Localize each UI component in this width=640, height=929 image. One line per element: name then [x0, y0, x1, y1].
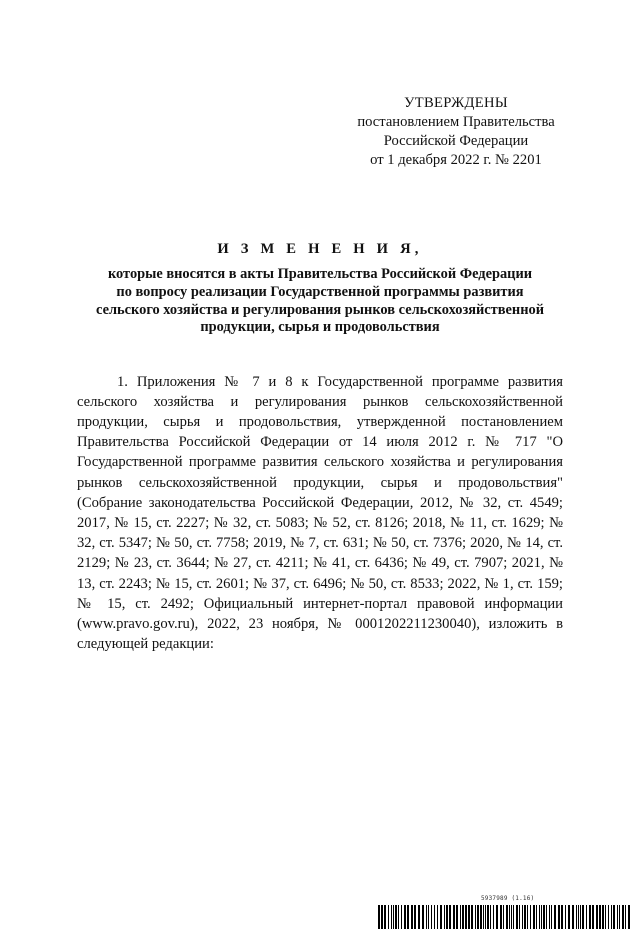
- barcode-bar: [395, 905, 397, 929]
- paragraph-1: 1. Приложения № 7 и 8 к Государственной программе развития сельского хозяйства и регулирования рынков сельскохозяйственной продукции, сырья и продовольствия, утвержденной постановлением Правительства Российской Федерации от 14 июля 2012 г. № 717 "О Государственной программе развития сельского хозяйства и регулирования рынков сельскохозяйственной продукции, сырья и продовольствия" (Собрание законодательства Российской Федерации, 2012, № 32, ст. 4549; 2017, № 15, ст. 2227; № 32, ст. 5083; № 52, ст. 8126; 2018, № 11, ст. 1629; № 32, ст. 5347; № 50, ст. 7758; 2019, № 7, ст. 631; № 50, ст. 7376; 2020, № 14, ст. 2129; № 23, ст. 3644; № 27, ст. 4211; № 41, ст. 6436; № 49, ст. 7907; 2021, № 13, ст. 2243; № 15, ст. 2601; № 37, ст. 6496; № 50, ст. 8533; 2022, № 1, ст. 159; № 15, ст. 2492; Официальный интернет-портал правовой информации (www.pravo.gov.ru), 2022, 23 ноября, № 0001202211230040), изложить в следующей редакции:: [77, 373, 563, 653]
- barcode-bar: [500, 905, 502, 929]
- barcode-bar: [422, 905, 424, 929]
- barcode: [377, 905, 630, 929]
- barcode-bar: [536, 905, 537, 929]
- barcode-bar: [527, 905, 528, 929]
- barcode-bar: [407, 905, 409, 929]
- barcode-bar: [565, 905, 566, 929]
- barcode-bar: [456, 905, 458, 929]
- barcode-bar: [434, 905, 435, 929]
- approval-line-country: Российской Федерации: [383, 133, 529, 149]
- barcode-bar: [628, 905, 630, 929]
- barcode-bar: [460, 905, 461, 929]
- approval-line-date-number: от 1 декабря 2022 г. № 2201: [370, 152, 542, 168]
- barcode-bar: [516, 905, 518, 929]
- barcode-bar: [449, 905, 451, 929]
- document-title: И З М Е Н Е Н И Я,: [217, 241, 423, 257]
- barcode-bar: [437, 905, 438, 929]
- barcode-bar: [393, 905, 394, 929]
- approval-stamp: [336, 94, 576, 170]
- barcode-bar: [530, 905, 531, 929]
- barcode-bar: [493, 905, 494, 929]
- barcode-bar: [490, 905, 491, 929]
- subtitle-line-1: которые вносятся в акты Правительства Российской Федерации: [107, 266, 533, 282]
- barcode-bar: [568, 905, 570, 929]
- barcode-bar: [519, 905, 520, 929]
- barcode-bar: [506, 905, 508, 929]
- barcode-bar: [551, 905, 552, 929]
- barcode-bar: [561, 905, 563, 929]
- barcode-bar: [384, 905, 386, 929]
- barcode-bar: [586, 905, 587, 929]
- barcode-bar: [592, 905, 594, 929]
- barcode-bar: [558, 905, 560, 929]
- subtitle-line-2: по вопросу реализации Государственной программы развития: [116, 283, 524, 300]
- barcode-bar: [572, 905, 574, 929]
- barcode-bar: [411, 905, 413, 929]
- document-code: 5937989 (1.16): [481, 895, 535, 902]
- barcode-bar: [589, 905, 591, 929]
- barcode-bar: [426, 905, 427, 929]
- barcode-bar: [539, 905, 540, 929]
- barcode-bar: [453, 905, 455, 929]
- barcode-bar: [522, 905, 523, 929]
- barcode-bar: [462, 905, 464, 929]
- barcode-bar: [440, 905, 442, 929]
- barcode-bar: [398, 905, 399, 929]
- barcode-bar: [541, 905, 542, 929]
- barcode-bar: [483, 905, 484, 929]
- barcode-bar: [414, 905, 416, 929]
- barcode-bar: [578, 905, 579, 929]
- barcode-bar: [431, 905, 432, 929]
- barcode-bar: [605, 905, 606, 929]
- barcode-bar: [404, 905, 406, 929]
- barcode-bar: [391, 905, 392, 929]
- approval-line-resolution: постановлением Правительства: [357, 114, 555, 130]
- document-subtitle: [60, 266, 580, 337]
- barcode-bar: [381, 905, 383, 929]
- barcode-bar: [546, 905, 547, 929]
- barcode-bar: [613, 905, 615, 929]
- barcode-bar: [509, 905, 510, 929]
- barcode-bar: [599, 905, 601, 929]
- barcode-bar: [378, 905, 380, 929]
- barcode-bar: [611, 905, 612, 929]
- barcode-bar: [625, 905, 626, 929]
- subtitle-line-4: продукции, сырья и продовольствия: [200, 319, 440, 336]
- barcode-bar: [475, 905, 476, 929]
- barcode-bar: [465, 905, 467, 929]
- barcode-bar: [480, 905, 482, 929]
- barcode-bar: [617, 905, 618, 929]
- barcode-bar: [580, 905, 581, 929]
- barcode-bar: [582, 905, 584, 929]
- barcode-bar: [485, 905, 486, 929]
- barcode-bar: [543, 905, 545, 929]
- barcode-bar: [444, 905, 445, 929]
- barcode-bar: [388, 905, 389, 929]
- barcode-bar: [418, 905, 420, 929]
- barcode-bar: [428, 905, 429, 929]
- barcode-bar: [533, 905, 535, 929]
- subtitle-line-3: сельского хозяйства и регулирования рынков сельскохозяйственной: [96, 301, 544, 318]
- barcode-bar: [596, 905, 598, 929]
- barcode-bar: [524, 905, 526, 929]
- barcode-bar: [513, 905, 514, 929]
- barcode-bar: [446, 905, 448, 929]
- barcode-bar: [477, 905, 479, 929]
- approval-heading: УТВЕРЖДЕНЫ: [404, 95, 508, 111]
- barcode-bar: [487, 905, 489, 929]
- barcode-bar: [496, 905, 498, 929]
- barcode-bar: [619, 905, 620, 929]
- barcode-bar: [503, 905, 504, 929]
- barcode-bar: [622, 905, 624, 929]
- barcode-bar: [549, 905, 550, 929]
- barcode-bar: [511, 905, 512, 929]
- barcode-bar: [471, 905, 473, 929]
- barcode-bar: [554, 905, 556, 929]
- barcode-bar: [576, 905, 577, 929]
- barcode-bar: [401, 905, 402, 929]
- barcode-bar: [608, 905, 609, 929]
- barcode-bar: [468, 905, 470, 929]
- barcode-bar: [602, 905, 604, 929]
